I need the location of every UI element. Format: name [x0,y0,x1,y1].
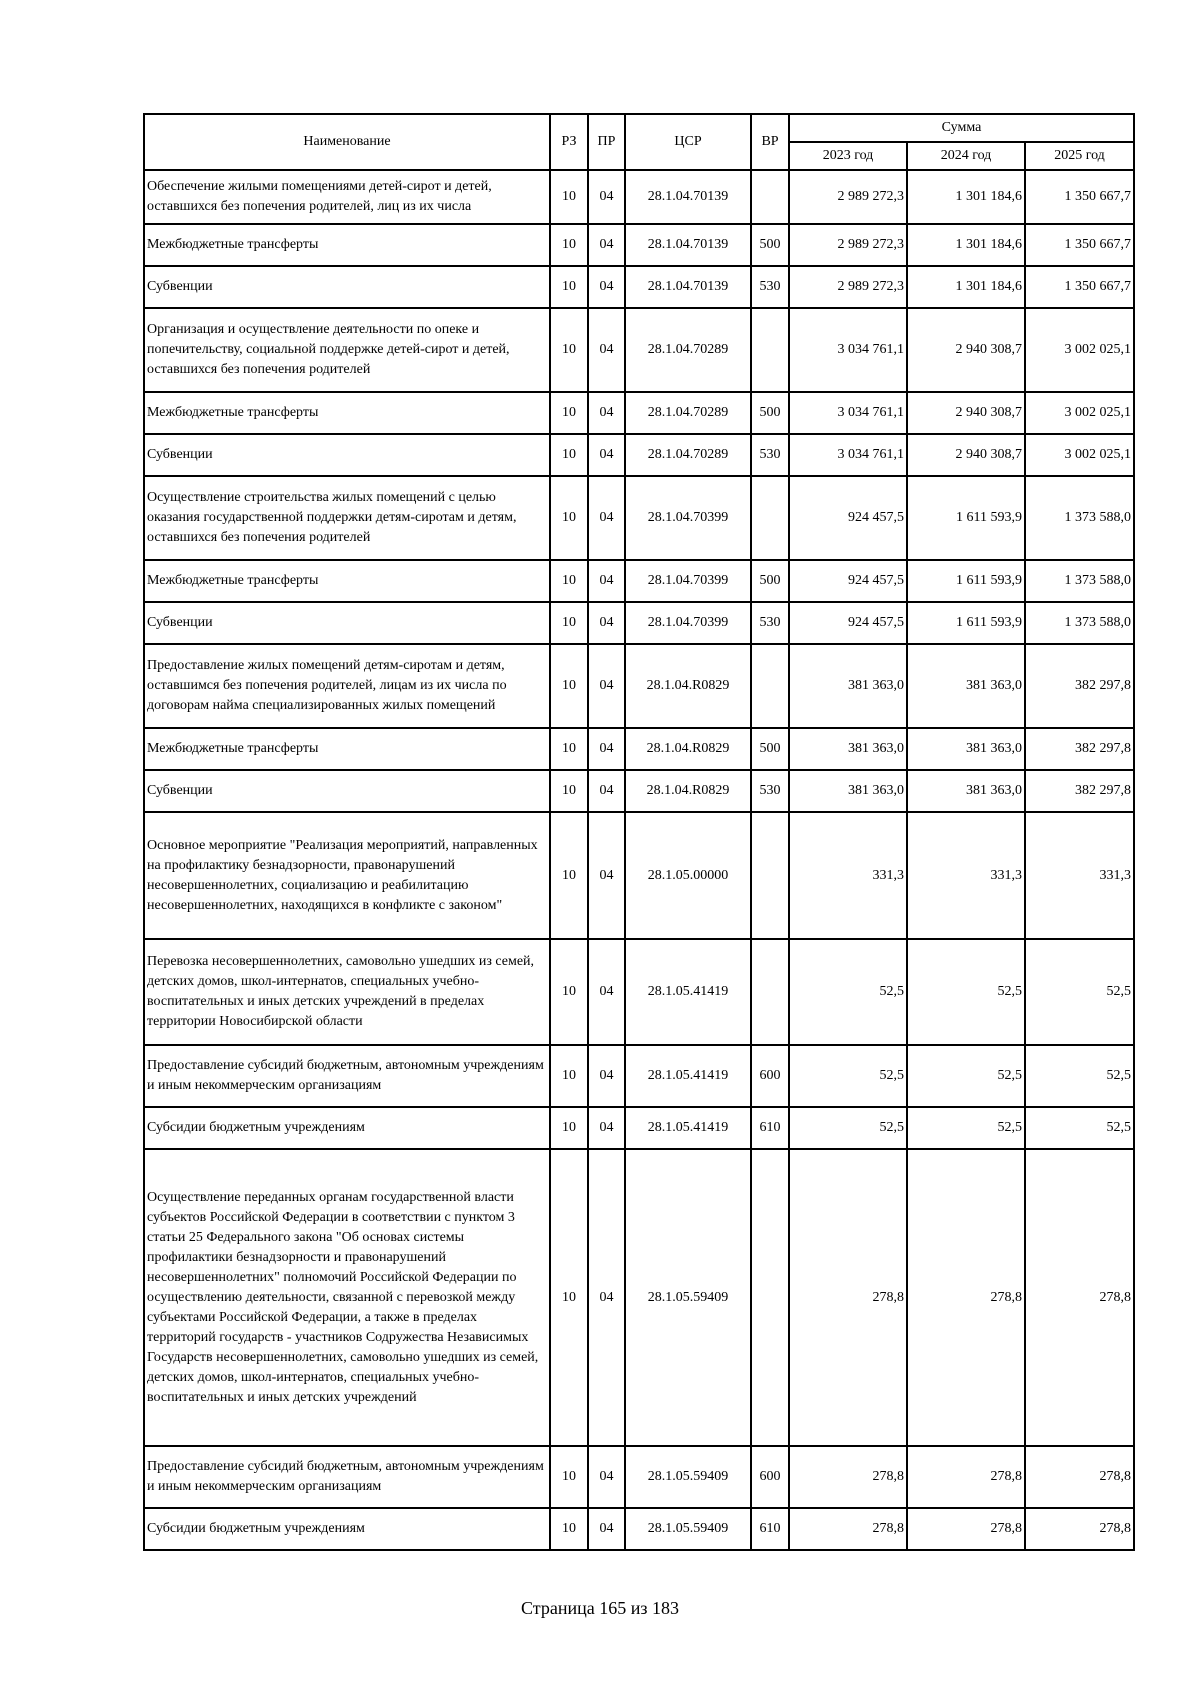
row-vr [751,939,789,1045]
table-row [144,392,1134,434]
row-sum-2024: 381 363,0 [907,644,1025,728]
row-csr: 28.1.05.59409 [625,1149,751,1446]
row-csr: 28.1.04.70289 [625,434,751,476]
row-csr: 28.1.04.R0829 [625,728,751,770]
row-csr: 28.1.05.41419 [625,1045,751,1107]
header-pr: ПР [588,114,625,170]
row-sum-2023: 924 457,5 [789,602,907,644]
row-sum-2023: 2 989 272,3 [789,266,907,308]
row-csr: 28.1.05.59409 [625,1446,751,1508]
table-row [144,939,1134,1045]
row-vr [751,170,789,224]
header-csr: ЦСР [625,114,751,170]
row-vr: 600 [751,1045,789,1107]
row-sum-2024: 2 940 308,7 [907,392,1025,434]
row-rz: 10 [550,1149,588,1446]
row-name: Субвенции [144,266,550,308]
row-sum-2023: 278,8 [789,1149,907,1446]
row-sum-2023: 924 457,5 [789,476,907,560]
table-row [144,1508,1134,1550]
row-vr [751,308,789,392]
row-name: Субвенции [144,602,550,644]
row-name: Субсидии бюджетным учреждениям [144,1107,550,1149]
row-sum-2023: 381 363,0 [789,770,907,812]
row-rz: 10 [550,266,588,308]
row-vr: 530 [751,266,789,308]
row-sum-2025: 52,5 [1025,939,1134,1045]
row-name: Субсидии бюджетным учреждениям [144,1508,550,1550]
row-sum-2025: 1 350 667,7 [1025,170,1134,224]
row-sum-2025: 382 297,8 [1025,728,1134,770]
table-row [144,1045,1134,1107]
table-row [144,644,1134,728]
row-sum-2024: 1 611 593,9 [907,560,1025,602]
row-sum-2023: 278,8 [789,1446,907,1508]
table-header [144,114,1134,170]
row-pr: 04 [588,644,625,728]
table-row [144,560,1134,602]
row-rz: 10 [550,602,588,644]
row-name: Предоставление жилых помещений детям-сиротам и детям, оставшимся без попечения родителей, лицам из их числа по договорам найма специализированных жилых помещений [144,644,550,728]
table-row [144,1149,1134,1446]
row-sum-2023: 3 034 761,1 [789,434,907,476]
row-sum-2025: 1 373 588,0 [1025,560,1134,602]
row-name: Межбюджетные трансферты [144,560,550,602]
header-name: Наименование [144,114,550,170]
row-name: Предоставление субсидий бюджетным, автономным учреждениям и иным некоммерческим организациям [144,1446,550,1508]
row-sum-2023: 52,5 [789,1045,907,1107]
row-name: Организация и осуществление деятельности по опеке и попечительству, социальной поддержке детей-сирот и детей, оставшихся без попечения родителей [144,308,550,392]
row-csr: 28.1.04.70399 [625,560,751,602]
row-vr [751,644,789,728]
row-csr: 28.1.04.70399 [625,476,751,560]
row-pr: 04 [588,392,625,434]
table-row [144,266,1134,308]
row-pr: 04 [588,728,625,770]
row-csr: 28.1.04.70139 [625,224,751,266]
row-csr: 28.1.05.00000 [625,812,751,939]
row-pr: 04 [588,560,625,602]
row-sum-2024: 1 611 593,9 [907,602,1025,644]
row-rz: 10 [550,224,588,266]
row-vr: 530 [751,434,789,476]
row-sum-2024: 331,3 [907,812,1025,939]
table-row [144,308,1134,392]
row-csr: 28.1.05.41419 [625,1107,751,1149]
row-name: Межбюджетные трансферты [144,392,550,434]
row-rz: 10 [550,1045,588,1107]
row-rz: 10 [550,434,588,476]
header-rz: РЗ [550,114,588,170]
row-csr: 28.1.04.70289 [625,308,751,392]
row-csr: 28.1.04.70399 [625,602,751,644]
page-number: Страница 165 из 183 [521,1598,679,1618]
table-row [144,770,1134,812]
row-rz: 10 [550,644,588,728]
row-vr: 610 [751,1508,789,1550]
row-sum-2024: 278,8 [907,1446,1025,1508]
table-row [144,602,1134,644]
row-sum-2025: 278,8 [1025,1149,1134,1446]
row-name: Перевозка несовершеннолетних, самовольно ушедших из семей, детских домов, школ-интернатов, специальных учебно-воспитательных и иных детских учреждений в пределах территории Новосибирской области [144,939,550,1045]
row-vr: 600 [751,1446,789,1508]
row-name: Обеспечение жилыми помещениями детей-сирот и детей, оставшихся без попечения родителей, лиц из их числа [144,170,550,224]
row-sum-2024: 2 940 308,7 [907,434,1025,476]
row-csr: 28.1.04.70139 [625,170,751,224]
row-pr: 04 [588,224,625,266]
row-sum-2025: 382 297,8 [1025,770,1134,812]
row-sum-2023: 2 989 272,3 [789,170,907,224]
row-sum-2024: 1 611 593,9 [907,476,1025,560]
row-name: Осуществление строительства жилых помещений с целью оказания государственной поддержки детям-сиротам и детям, оставшихся без попечения родителей [144,476,550,560]
row-sum-2023: 381 363,0 [789,644,907,728]
row-rz: 10 [550,392,588,434]
row-rz: 10 [550,560,588,602]
row-rz: 10 [550,1446,588,1508]
table-row [144,812,1134,939]
row-sum-2023: 52,5 [789,1107,907,1149]
row-vr [751,476,789,560]
row-name: Межбюджетные трансферты [144,224,550,266]
table-row [144,1446,1134,1508]
row-pr: 04 [588,476,625,560]
table-row [144,224,1134,266]
row-vr [751,812,789,939]
row-sum-2024: 52,5 [907,939,1025,1045]
row-rz: 10 [550,812,588,939]
row-sum-2025: 52,5 [1025,1045,1134,1107]
row-sum-2025: 3 002 025,1 [1025,434,1134,476]
row-sum-2024: 2 940 308,7 [907,308,1025,392]
table-row [144,728,1134,770]
row-sum-2024: 381 363,0 [907,770,1025,812]
row-pr: 04 [588,939,625,1045]
row-rz: 10 [550,476,588,560]
row-sum-2025: 278,8 [1025,1446,1134,1508]
row-sum-2023: 3 034 761,1 [789,392,907,434]
row-pr: 04 [588,170,625,224]
row-vr: 500 [751,224,789,266]
row-vr: 500 [751,728,789,770]
row-vr: 610 [751,1107,789,1149]
table-row [144,1107,1134,1149]
row-sum-2024: 278,8 [907,1508,1025,1550]
row-csr: 28.1.04.R0829 [625,770,751,812]
header-year-2024: 2024 год [907,142,1025,170]
row-sum-2024: 52,5 [907,1107,1025,1149]
row-name: Осуществление переданных органам государственной власти субъектов Российской Федерации в соответствии с пунктом 3 статьи 25 Федерального закона "Об основах системы профилактики безнадзорности и правонарушений несовершеннолетних" полномочий Российской Федерации по осуществлению деятельности, связанной с перевозкой между субъектами Российской Федерации, а также в пределах территорий государств - участников Содружества Независимых Государств несовершеннолетних, самовольно ушедших из семей, детских домов, школ-интернатов, специальных учебно-воспитательных и иных детских учреждений [144,1149,550,1446]
row-rz: 10 [550,728,588,770]
row-sum-2023: 52,5 [789,939,907,1045]
row-vr: 500 [751,392,789,434]
row-sum-2025: 3 002 025,1 [1025,308,1134,392]
row-pr: 04 [588,308,625,392]
row-vr [751,1149,789,1446]
row-rz: 10 [550,170,588,224]
row-pr: 04 [588,602,625,644]
row-sum-2024: 1 301 184,6 [907,224,1025,266]
row-pr: 04 [588,1107,625,1149]
row-sum-2024: 52,5 [907,1045,1025,1107]
row-sum-2023: 924 457,5 [789,560,907,602]
row-rz: 10 [550,770,588,812]
header-sum: Сумма [789,114,1134,142]
table-row [144,476,1134,560]
row-vr: 500 [751,560,789,602]
row-pr: 04 [588,1045,625,1107]
header-year-2023: 2023 год [789,142,907,170]
row-pr: 04 [588,812,625,939]
budget-table [143,113,1135,1551]
row-rz: 10 [550,1107,588,1149]
header-year-2025: 2025 год [1025,142,1134,170]
row-rz: 10 [550,939,588,1045]
row-csr: 28.1.04.70289 [625,392,751,434]
row-csr: 28.1.05.41419 [625,939,751,1045]
row-sum-2025: 331,3 [1025,812,1134,939]
row-name: Субвенции [144,770,550,812]
row-pr: 04 [588,1149,625,1446]
row-pr: 04 [588,266,625,308]
row-sum-2025: 1 350 667,7 [1025,266,1134,308]
row-sum-2025: 382 297,8 [1025,644,1134,728]
row-csr: 28.1.04.R0829 [625,644,751,728]
row-vr: 530 [751,602,789,644]
row-pr: 04 [588,434,625,476]
table-row [144,434,1134,476]
row-sum-2023: 2 989 272,3 [789,224,907,266]
row-sum-2025: 1 373 588,0 [1025,602,1134,644]
row-rz: 10 [550,1508,588,1550]
row-pr: 04 [588,1508,625,1550]
table-row [144,170,1134,224]
header-vr: ВР [751,114,789,170]
row-csr: 28.1.04.70139 [625,266,751,308]
row-name: Основное мероприятие "Реализация мероприятий, направленных на профилактику безнадзорности, правонарушений несовершеннолетних, социализацию и реабилитацию несовершеннолетних, находящихся в конфликте с законом" [144,812,550,939]
row-sum-2024: 278,8 [907,1149,1025,1446]
row-sum-2024: 381 363,0 [907,728,1025,770]
row-sum-2023: 278,8 [789,1508,907,1550]
row-pr: 04 [588,1446,625,1508]
row-sum-2023: 381 363,0 [789,728,907,770]
row-vr: 530 [751,770,789,812]
row-pr: 04 [588,770,625,812]
row-sum-2024: 1 301 184,6 [907,266,1025,308]
row-sum-2025: 1 350 667,7 [1025,224,1134,266]
row-name: Предоставление субсидий бюджетным, автономным учреждениям и иным некоммерческим организациям [144,1045,550,1107]
row-name: Межбюджетные трансферты [144,728,550,770]
row-sum-2025: 52,5 [1025,1107,1134,1149]
row-name: Субвенции [144,434,550,476]
row-sum-2025: 1 373 588,0 [1025,476,1134,560]
row-sum-2025: 278,8 [1025,1508,1134,1550]
row-sum-2023: 3 034 761,1 [789,308,907,392]
row-sum-2023: 331,3 [789,812,907,939]
row-sum-2025: 3 002 025,1 [1025,392,1134,434]
row-sum-2024: 1 301 184,6 [907,170,1025,224]
table-body [144,170,1134,1550]
row-csr: 28.1.05.59409 [625,1508,751,1550]
row-rz: 10 [550,308,588,392]
